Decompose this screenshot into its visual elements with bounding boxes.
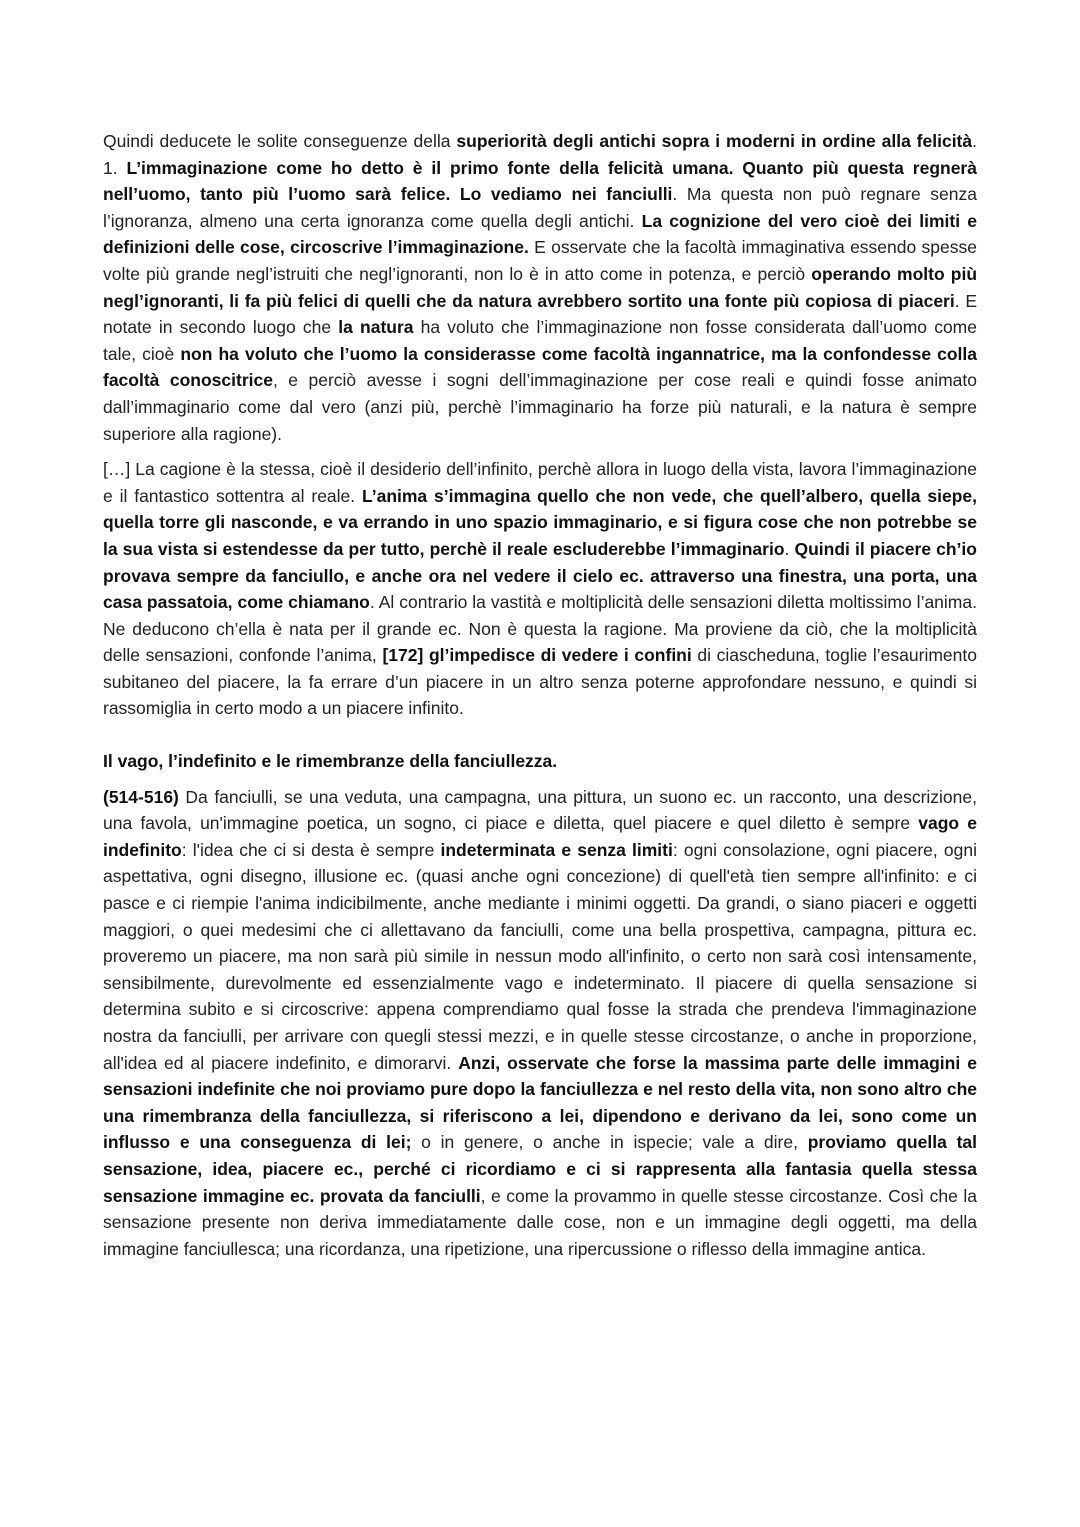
document-page xyxy=(103,128,977,1262)
paragraph-vago-indefinito xyxy=(103,784,977,1263)
text-segment: . Ma questa non può regnare senza l’ignoranza, almeno una certa ignoranza come quella degli antichi. xyxy=(103,184,977,231)
text-segment: . E notate in secondo luogo che xyxy=(103,290,977,338)
bold-segment: L’anima s’immagina quello che non vede, che quell’albero, quella siepe, quella torre gli nasconde, e va errando in uno spazio immaginario, e si figura cose che non potrebbe se la sua vista si estendesse da per tutto, perchè il reale escluderebbe l’immaginario xyxy=(103,485,977,559)
text-segment: . xyxy=(784,538,795,559)
text-segment: ha voluto che l’immaginazione non fosse considerata dall’uomo come tale, cioè xyxy=(103,317,977,364)
bold-segment: La cognizione del vero cioè dei limiti e definizioni delle cose, circoscrive l’immaginazione. xyxy=(103,210,978,258)
page-reference: (514-516) xyxy=(103,786,179,807)
bold-segment: operando molto più negl’ignoranti, li fa più felici di quelli che da natura avrebbero sortito una fonte più copiosa di piaceri xyxy=(103,263,978,311)
section-heading: Il vago, l’indefinito e le rimembranze della fanciullezza. xyxy=(103,751,558,772)
bold-segment: superiorità degli antichi sopra i moderni in ordine alla felicità xyxy=(456,131,973,151)
bold-segment: L’immaginazione come ho detto è il primo fonte della felicità umana. Quanto più questa regnerà nell’uomo, tanto più l’uomo sarà felice. Lo vediamo nei fanciulli xyxy=(103,157,977,205)
text-segment: […] La cagione è la stessa, cioè il desiderio dell’infinito, perchè allora in luogo della vista, lavora l’immaginazione e il fantastico sottentra al reale. xyxy=(103,459,977,506)
text-segment: Da fanciulli, se una veduta, una campagna, una pittura, un suono ec. un racconto, una descrizione, una favola, un'immagine poetica, un sogno, ci piace e diletta, quel piacere e quel diletto è sempre xyxy=(103,786,977,834)
text-segment: E osservate che la facoltà immaginativa essendo spesse volte più grande negl’istruiti che negl’ignoranti, non lo è in atto come in potenza, e perciò xyxy=(103,237,977,284)
text-segment: o in genere, o anche in ispecie; vale a dire, xyxy=(411,1132,808,1153)
text-segment: di ciascheduna, toglie l’esaurimento subitaneo del piacere, la fa errare d’un piacere in un altro senza poterne approfondare nessuno, e quindi si rassomiglia in certo modo a un piacere infinito. xyxy=(103,645,977,719)
bold-segment: indeterminata e senza limiti xyxy=(440,839,673,860)
paragraph-desiderio-infinito xyxy=(103,456,977,722)
section-spacer xyxy=(103,722,977,748)
bold-segment: la natura xyxy=(338,317,414,338)
text-segment: . Al contrario la vastità e moltiplicità delle sensazioni diletta moltissimo l’anima. Ne deducono ch’ella è nata per il grande ec. Non è questa la ragione. Ma proviene da ciò, che la moltiplicità delle sensazioni, confonde l’anima, xyxy=(103,592,977,666)
bold-segment: Anzi, osservate che forse la massima parte delle immagini e sensazioni indefinite che noi proviamo pure dopo la fanciullezza e nel resto della vita, non sono altro che una rimembranza della fanciullezza, si riferiscono a lei, dipendono e derivano da lei, sono come un influsso e una conseguenza di lei; xyxy=(103,1052,977,1153)
text-segment: Quindi deducete le solite conseguenze della xyxy=(103,131,457,151)
text-segment: , e come la provammo in quelle stesse circostanze. Così che la sensazione presente non deriva immediatamente dalle cose, non e un immagine degli oggetti, ma della immagine fanciullesca; una ricordanza, una ripetizione, una ripercussione o riflesso della immagine antica. xyxy=(103,1185,977,1259)
text-segment: . 1. xyxy=(103,131,977,178)
bold-segment: [172] gl’impedisce di vedere i confini xyxy=(382,645,692,666)
paragraph-spacer xyxy=(103,447,977,456)
paragraph-spacer xyxy=(103,775,977,784)
text-segment: : ogni consolazione, ogni piacere, ogni aspettativa, ogni disegno, illusione ec. (quasi anche ogni concezione) di quell'età tien sempre all'infinito: e ci pasce e ci riempie l'anima indicibilmente, anche mediante i minimi oggetti. Da grandi, o siano piaceri e oggetti maggiori, o quei medesimi che ci allettavano da fanciulli, come una bella prospettiva, campagna, pittura ec. proveremo un piacere, ma non sarà più simile in nessun modo all'infinito, o certo non sarà così intensamente, sensibilmente, durevolmente ed essenzialmente vago e indeterminato. Il piacere di quella sensazione si determina subito e si circoscrive: appena comprendiamo qual fosse la strada che prendeva l'immaginazione nostra da fanciulli, per arrivare con quegli stessi mezzi, e in quelle stesse circostanze, o anche in proporzione, all'idea ed al piacere indefinito, e dimorarvi. xyxy=(103,839,977,1073)
bold-segment: proviamo quella tal sensazione, idea, piacere ec., perché ci ricordiamo e ci si rappresenta alla fantasia quella stessa sensazione immagine ec. provata da fanciulli xyxy=(103,1132,977,1206)
text-segment: : l'idea che ci si desta è sempre xyxy=(181,839,441,860)
bold-segment: non ha voluto che l’uomo la considerasse come facoltà ingannatrice, ma la confondesse colla facoltà conoscitrice xyxy=(103,343,978,391)
paragraph-felicita-antichi xyxy=(103,128,977,447)
bold-segment: Quindi il piacere ch’io provava sempre da fanciullo, e anche ora nel vedere il cielo ec. attraverso una finestra, una porta, una casa passatoia, come chiamano xyxy=(103,538,977,613)
text-segment: , e perciò avesse i sogni dell’immaginazione per cose reali e quindi fosse animato dall’immaginario come dal vero (anzi più, perchè l’immaginario ha forze più naturali, e la natura è sempre superiore alla ragione). xyxy=(103,370,977,444)
bold-segment: vago e indefinito xyxy=(103,813,978,860)
